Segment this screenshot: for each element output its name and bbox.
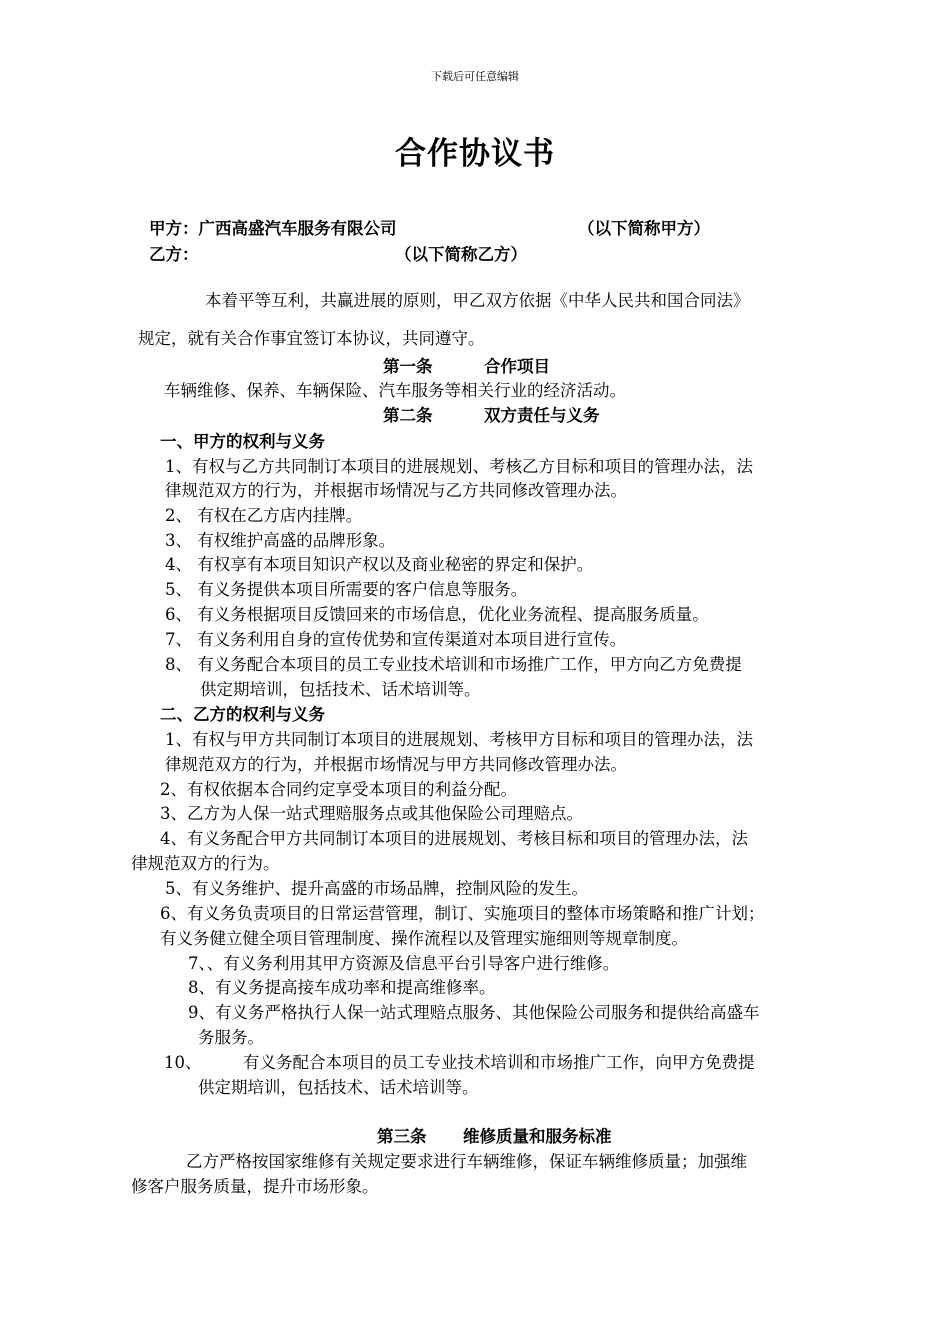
- section-b-heading: 二、乙方的权利与义务: [160, 705, 325, 724]
- section-a-item-6: 6、 有义务根据项目反馈回来的市场信息，优化业务流程、提高服务质量。: [165, 605, 709, 624]
- section-a-item-2: 2、 有权在乙方店内挂牌。: [165, 506, 363, 525]
- section-b-item-5: 5、有义务维护、提升高盛的市场品牌，控制风险的发生。: [165, 879, 588, 898]
- party-b-label: 乙方：: [149, 245, 199, 264]
- section-b-item-7: 7、、有义务利用其甲方资源及信息平台引导客户进行维修。: [188, 954, 620, 973]
- article-3-line-1: 乙方严格按国家维修有关规定要求进行车辆维修，保证车辆维修质量；加强维: [186, 1152, 747, 1171]
- section-b-item-4: 4、有义务配合甲方共同制订本项目的进展规划、考核目标和项目的管理办法，法: [160, 829, 748, 848]
- article-2-title: 双方责任与义务: [484, 406, 600, 425]
- section-a-item-4: 4、 有权享有本项目知识产权以及商业秘密的界定和保护。: [165, 555, 594, 574]
- party-a-label: 甲方：广西高盛汽车服务有限公司: [149, 219, 397, 238]
- page-title: 合作协议书: [395, 136, 555, 172]
- section-b-item-6: 6、有义务负责项目的日常运营管理，制订、实施项目的整体市场策略和推广计划；: [160, 904, 765, 923]
- article-3-title: 维修质量和服务标准: [463, 1127, 612, 1146]
- article-1-body: 车辆维修、保养、车辆保险、汽车服务等相关行业的经济活动。: [164, 381, 626, 400]
- article-2-number: 第二条: [383, 406, 433, 425]
- article-1-title: 合作项目: [484, 357, 550, 376]
- section-b-item-4-cont: 律规范双方的行为。: [131, 854, 280, 873]
- intro-line-2: 规定，就有关合作事宜签订本协议，共同遵守。: [138, 329, 485, 348]
- section-b-item-10: 有义务配合本项目的员工专业技术培训和市场推广工作，向甲方免费提: [243, 1053, 755, 1072]
- section-a-item-1: 1、有权与乙方共同制订本项目的进展规划、考核乙方目标和项目的管理办法，法: [165, 457, 753, 476]
- party-b-alias: （以下简称乙方）: [395, 245, 527, 264]
- section-b-item-1-cont: 律规范双方的行为，并根据市场情况与甲方共同修改管理办法。: [165, 755, 627, 774]
- header-note: 下载后可任意编辑: [431, 70, 519, 83]
- section-a-item-7: 7、 有义务利用自身的宣传优势和宣传渠道对本项目进行宣传。: [165, 630, 627, 649]
- intro-line-1: 本着平等互利，共赢进展的原则，甲乙双方依据《中华人民共和国合同法》: [205, 291, 750, 310]
- section-a-item-8-cont: 供定期培训，包括技术、话术培训等。: [200, 680, 481, 699]
- section-b-item-10-cont: 供定期培训，包括技术、话术培训等。: [198, 1078, 479, 1097]
- article-1-number: 第一条: [383, 357, 433, 376]
- section-a-heading: 一、甲方的权利与义务: [160, 432, 325, 451]
- section-b-item-2: 2、有权依据本合同约定享受本项目的利益分配。: [160, 780, 517, 799]
- article-3-number: 第三条: [377, 1127, 427, 1146]
- section-b-item-9: 9、有义务严格执行人保一站式理赔点服务、其他保险公司服务和提供给高盛车: [188, 1003, 760, 1022]
- section-a-item-5: 5、 有义务提供本项目所需要的客户信息等服务。: [165, 580, 528, 599]
- article-3-line-2: 修客户服务质量，提升市场形象。: [131, 1177, 379, 1196]
- party-a-alias: （以下简称甲方）: [578, 219, 710, 238]
- section-b-item-6-cont: 有义务健立健全项目管理制度、操作流程以及管理实施细则等规章制度。: [160, 929, 688, 948]
- section-b-item-3: 3、乙方为人保一站式理赔服务点或其他保险公司理赔点。: [160, 804, 583, 823]
- section-b-item-1: 1、有权与甲方共同制订本项目的进展规划、考核甲方目标和项目的管理办法，法: [165, 730, 753, 749]
- section-a-item-8: 8、 有义务配合本项目的员工专业技术培训和市场推广工作，甲方向乙方免费提: [165, 655, 742, 674]
- section-a-item-3: 3、 有权维护高盛的品牌形象。: [165, 531, 396, 550]
- section-a-item-1-cont: 律规范双方的行为，并根据市场情况与乙方共同修改管理办法。: [165, 481, 627, 500]
- section-b-item-10-number: 10、: [164, 1053, 202, 1072]
- section-b-item-9-cont: 务服务。: [198, 1028, 264, 1047]
- section-b-item-8: 8、有义务提高接车成功率和提高维修率。: [188, 978, 496, 997]
